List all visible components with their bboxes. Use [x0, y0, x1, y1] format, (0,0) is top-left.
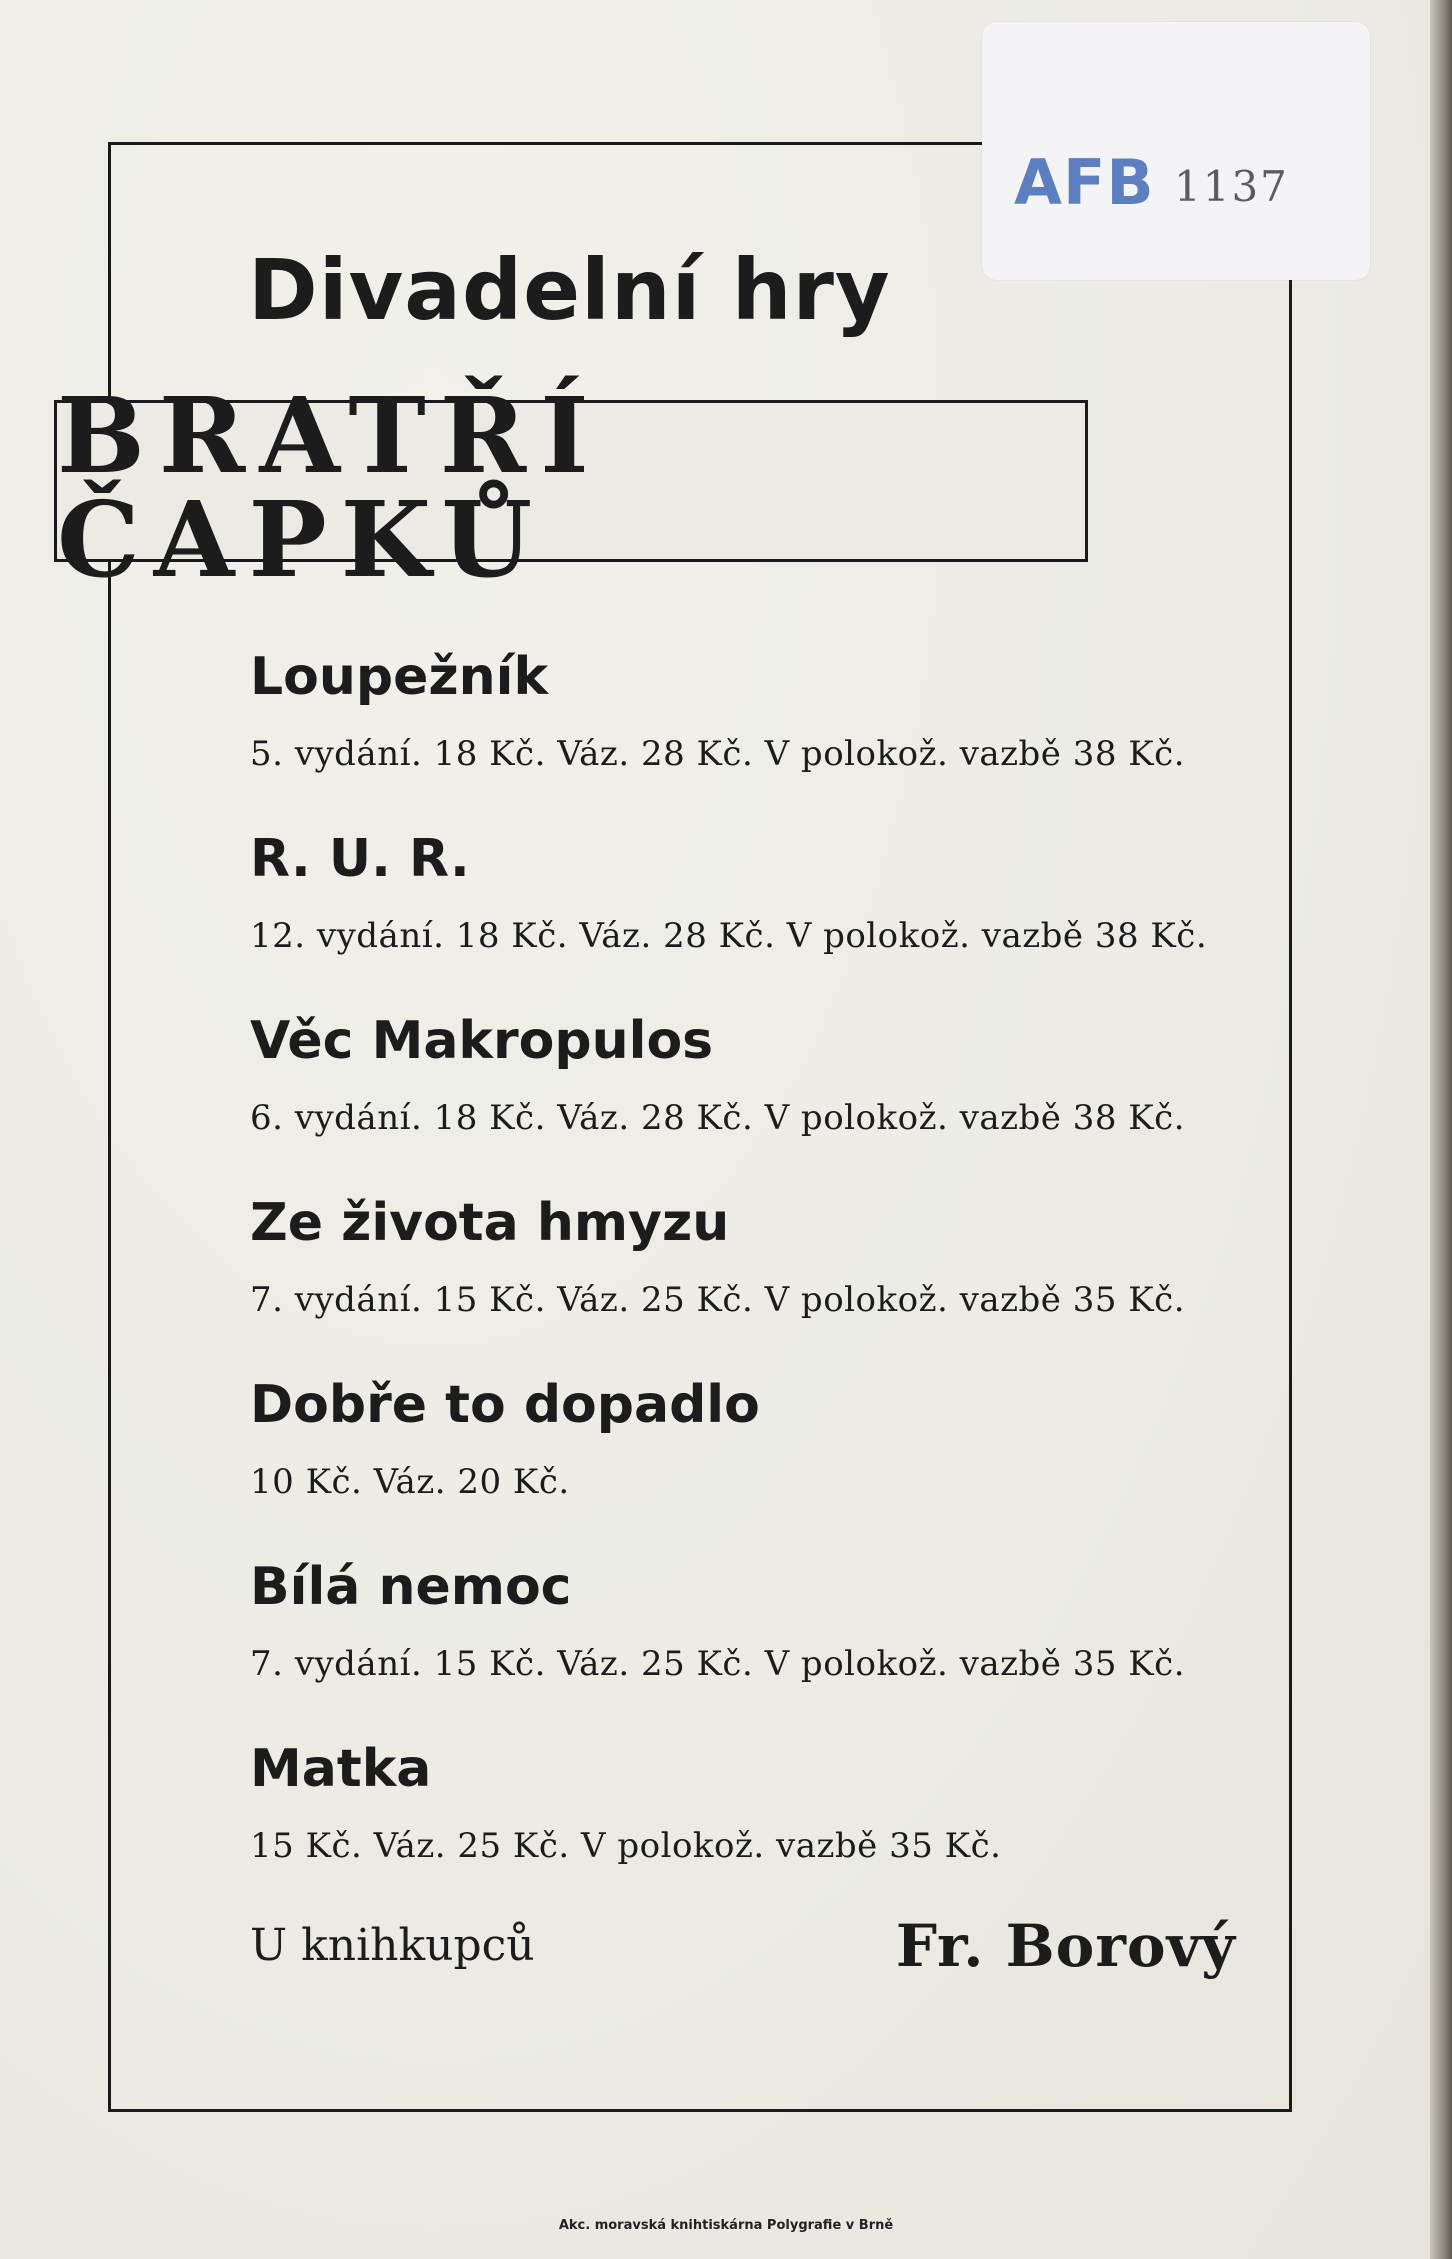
play-edition-prices: 10 Kč. Váz. 20 Kč. — [250, 1461, 570, 1502]
play-edition-prices: 6. vydání. 18 Kč. Váz. 28 Kč. V polokož. vazbě 38 Kč. — [250, 1097, 1186, 1138]
play-title: R. U. R. — [250, 829, 470, 889]
play-title: Ze života hmyzu — [250, 1193, 730, 1253]
heading-title: Divadelní hry — [248, 241, 891, 339]
play-edition-prices: 7. vydání. 15 Kč. Váz. 25 Kč. V polokož. vazbě 35 Kč. — [250, 1279, 1186, 1320]
play-edition-prices: 15 Kč. Váz. 25 Kč. V polokož. vazbě 35 Kč. — [250, 1825, 1002, 1866]
author-banner — [54, 374, 1088, 601]
printer-imprint: Akc. moravská knihtiskárna Polygrafie v Brně — [558, 2218, 894, 2233]
play-title: Bílá nemoc — [250, 1557, 572, 1617]
library-shelf-number: 1137 — [1174, 162, 1289, 211]
play-title: Dobře to dopadlo — [250, 1375, 760, 1435]
library-stamp-code: AFB — [1014, 146, 1155, 219]
plays-list — [250, 648, 1270, 1922]
list-item — [250, 1194, 1270, 1376]
page-edge — [1430, 0, 1452, 2259]
play-edition-prices: 5. vydání. 18 Kč. Váz. 28 Kč. V polokož. vazbě 38 Kč. — [250, 733, 1186, 774]
list-item — [250, 830, 1270, 1012]
publisher-name: Fr. Borový — [895, 1912, 1236, 1980]
list-item — [250, 648, 1270, 830]
author-banner-text: BRATŘÍ ČAPKŮ — [57, 374, 603, 601]
play-title: Matka — [250, 1739, 432, 1799]
availability-note: U knihkupců — [250, 1920, 535, 1971]
library-label-sticker — [982, 22, 1370, 280]
list-item — [250, 1740, 1270, 1922]
play-title: Loupežník — [250, 647, 549, 707]
list-item — [250, 1558, 1270, 1740]
play-title: Věc Makropulos — [250, 1011, 714, 1071]
list-item — [250, 1376, 1270, 1558]
play-edition-prices: 7. vydání. 15 Kč. Váz. 25 Kč. V polokož. vazbě 35 Kč. — [250, 1643, 1186, 1684]
list-item — [250, 1012, 1270, 1194]
play-edition-prices: 12. vydání. 18 Kč. Váz. 28 Kč. V polokož. vazbě 38 Kč. — [250, 915, 1208, 956]
